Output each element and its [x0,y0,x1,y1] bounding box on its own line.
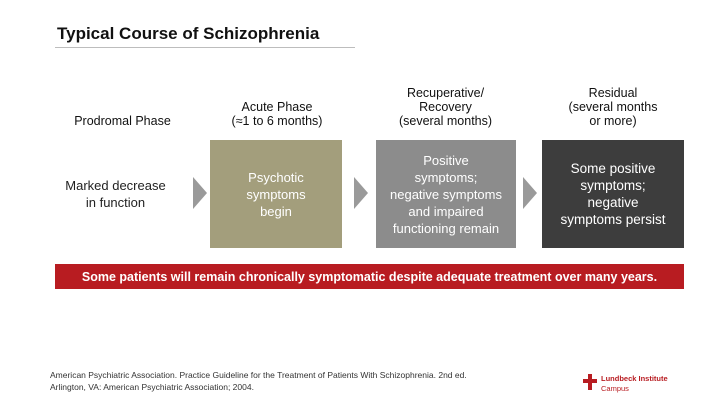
lundbeck-logo [583,372,703,396]
phase-box-prodromal: Marked decrease in function [55,140,176,248]
logo-name: Lundbeck Institute [601,374,668,383]
title-underline [55,47,355,48]
phase-label-prodromal: Prodromal Phase [74,114,171,128]
chronic-symptoms-banner: Some patients will remain chronically symptomatic despite adequate treatment over many years. [55,264,684,289]
phase-box-residual: Some positive symptoms; negative symptoms persist [542,140,684,248]
phase-box-acute: Psychotic symptoms begin [210,140,342,248]
phase-label-recovery: Recuperative/ Recovery (several months) [398,86,493,128]
phase-box-recovery: Positive symptoms; negative symptoms and impaired functioning remain [376,140,516,248]
reference-footnote: American Psychiatric Association. Practice Guideline for the Treatment of Patients With Schizophrenia. 2nd ed. Arlington, VA: American Psychiatric Association; 2004. [50,370,467,392]
arrow-icon [354,177,368,209]
arrow-icon [523,177,537,209]
lundbeck-logo-icon [583,374,597,390]
arrow-icon [193,177,207,209]
phase-label-acute: Acute Phase (≈1 to 6 months) [231,100,323,128]
logo-subtitle: Campus [601,384,629,393]
slide-title: Typical Course of Schizophrenia [57,24,320,43]
phase-label-residual: Residual (several months or more) [568,86,658,128]
